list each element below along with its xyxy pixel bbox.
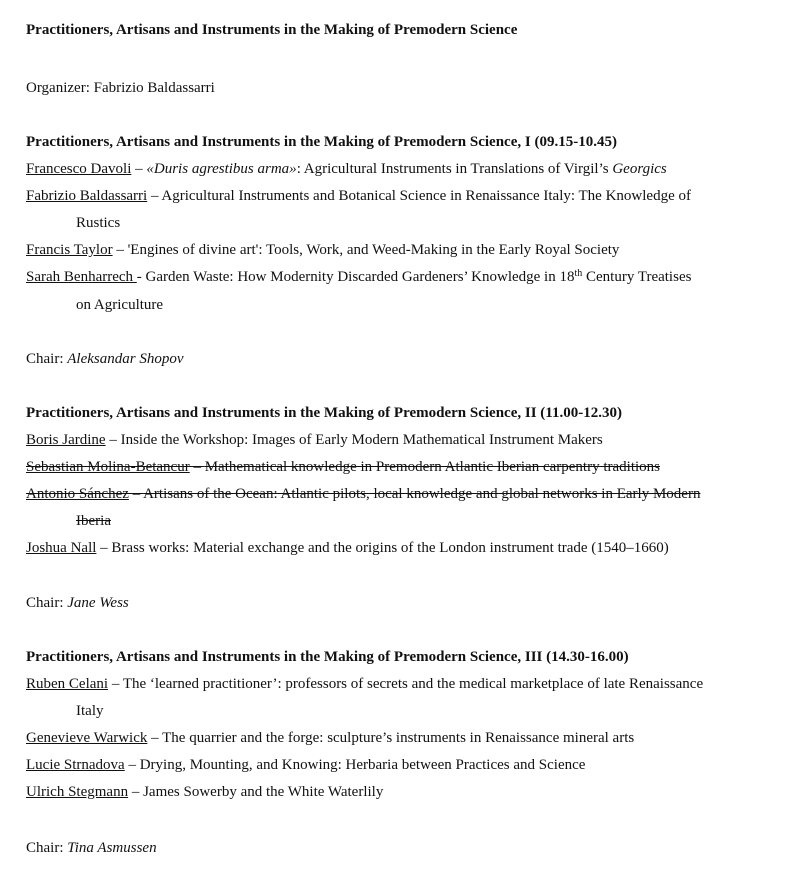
paper-separator: –	[128, 784, 144, 800]
paper-1-2	[26, 187, 691, 205]
paper-separator: –	[128, 486, 144, 502]
paper-3-3	[26, 756, 585, 774]
session-1-heading: Practitioners, Artisans and Instruments in the Making of Premodern Science, I (09.15-10.45)	[26, 134, 617, 150]
paper-title: Garden Waste: How Modernity Discarded Gardeners’ Knowledge in 18	[145, 269, 575, 285]
chair-name: Jane Wess	[67, 595, 129, 611]
paper-author: Boris Jardine	[26, 432, 106, 448]
paper-title: Century Treatises	[582, 269, 692, 285]
session-1-chair	[26, 350, 183, 368]
paper-title: The ‘learned practitioner’: professors of secrets and the medical marketplace of late Renaissance	[122, 676, 704, 692]
paper-separator: –	[147, 188, 162, 204]
paper-author: Joshua Nall	[26, 540, 97, 556]
paper-author: Lucie Strnadova	[26, 757, 125, 773]
paper-title: Agricultural Instruments and Botanical Science in Renaissance Italy: The Knowledge of	[161, 188, 691, 204]
chair-label: Chair:	[26, 595, 68, 611]
paper-author: Sebastian Molina-Betancur	[26, 459, 190, 475]
chair-name: Aleksandar Shopov	[67, 351, 184, 367]
paper-separator: –	[189, 459, 205, 475]
paper-1-3	[26, 241, 619, 259]
organizer-line	[26, 79, 215, 97]
organizer-label: Organizer:	[26, 80, 94, 96]
paper-author: Francis Taylor	[26, 242, 113, 258]
paper-3-2	[26, 729, 634, 747]
paper-separator: -	[136, 269, 146, 285]
paper-author: Ulrich Stegmann	[26, 784, 129, 800]
paper-title: Mathematical knowledge in Premodern Atlantic Iberian carpentry traditions	[204, 459, 660, 475]
document-title: Practitioners, Artisans and Instruments in the Making of Premodern Science	[26, 22, 518, 38]
paper-title: Inside the Workshop: Images of Early Modern Mathematical Instrument Makers	[120, 432, 603, 448]
paper-title-italic: «Duris agrestibus arma»	[146, 161, 297, 177]
paper-separator: –	[124, 757, 140, 773]
session-2-heading: Practitioners, Artisans and Instruments in the Making of Premodern Science, II (11.00-12.30)	[26, 405, 622, 421]
session-3-chair	[26, 839, 157, 857]
paper-author: Ruben Celani	[26, 676, 109, 692]
paper-separator: –	[105, 432, 121, 448]
paper-title: Artisans of the Ocean: Atlantic pilots, local knowledge and global networks in Early Modern	[143, 486, 701, 502]
paper-1-4	[26, 268, 691, 286]
paper-3-4	[26, 783, 383, 801]
paper-1-2-continuation: Rustics	[76, 215, 121, 231]
paper-1-1	[26, 160, 667, 178]
organizer-name: Fabrizio Baldassarri	[93, 80, 215, 96]
paper-separator: –	[108, 676, 123, 692]
paper-2-1	[26, 431, 603, 449]
paper-title: 'Engines of divine art': Tools, Work, and Weed-Making in the Early Royal Society	[127, 242, 620, 258]
paper-title: Brass works: Material exchange and the origins of the London instrument trade (1540–1660)	[111, 540, 669, 556]
paper-3-1	[26, 675, 703, 693]
paper-1-4-continuation: on Agriculture	[76, 297, 164, 313]
chair-label: Chair:	[26, 840, 68, 856]
paper-separator: –	[131, 161, 147, 177]
paper-author: Sarah Benharrech	[26, 269, 137, 285]
ordinal-superscript: th	[574, 268, 583, 279]
paper-title: The quarrier and the forge: sculpture’s instruments in Renaissance mineral arts	[162, 730, 635, 746]
paper-author: Genevieve Warwick	[26, 730, 148, 746]
paper-2-3-cancelled	[26, 485, 700, 503]
chair-label: Chair:	[26, 351, 68, 367]
paper-title-italic: Georgics	[612, 161, 667, 177]
session-3-heading: Practitioners, Artisans and Instruments in the Making of Premodern Science, III (14.30-16.00)	[26, 649, 629, 665]
paper-author: Francesco Davoli	[26, 161, 132, 177]
paper-2-2-cancelled	[26, 458, 660, 476]
session-2-chair	[26, 594, 129, 612]
paper-2-3-continuation: Iberia	[76, 513, 111, 529]
paper-separator: –	[96, 540, 112, 556]
paper-3-1-continuation: Italy	[76, 703, 104, 719]
paper-title: James Sowerby and the White Waterlily	[143, 784, 384, 800]
paper-author: Fabrizio Baldassarri	[26, 188, 148, 204]
paper-title: : Agricultural Instruments in Translations of Virgil’s	[296, 161, 613, 177]
paper-title: Drying, Mounting, and Knowing: Herbaria between Practices and Science	[139, 757, 586, 773]
chair-name: Tina Asmussen	[67, 840, 157, 856]
paper-2-4	[26, 539, 669, 557]
paper-separator: –	[147, 730, 163, 746]
paper-separator: –	[112, 242, 128, 258]
paper-author: Antonio Sánchez	[26, 486, 129, 502]
